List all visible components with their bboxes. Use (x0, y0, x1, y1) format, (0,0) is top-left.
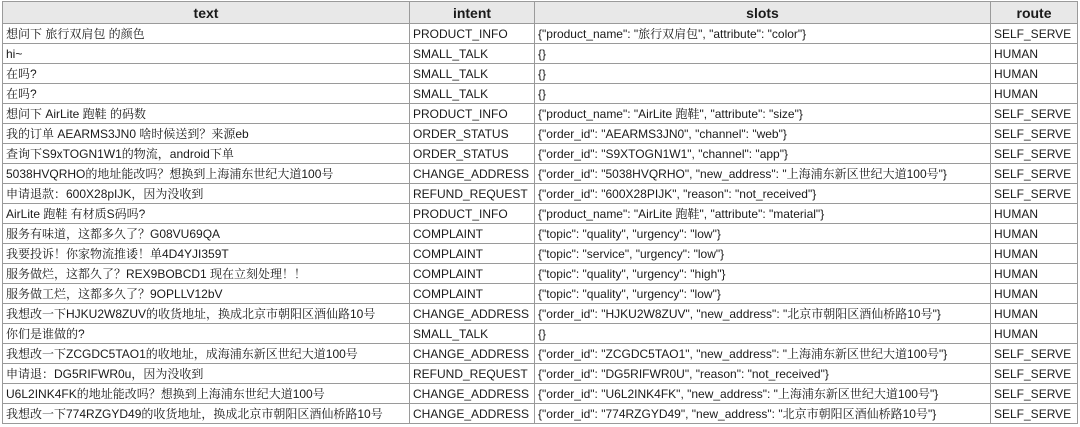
slots-cell: {"topic": "service", "urgency": "low"} (535, 244, 991, 264)
slots-cell: {"topic": "quality", "urgency": "low"} (535, 284, 991, 304)
text-cell: 我想改一下HJKU2W8ZUV的收货地址，换成北京市朝阳区酒仙路10号 (3, 304, 410, 324)
route-cell: HUMAN (991, 244, 1078, 264)
text-cell: U6L2INK4FK的地址能改吗？想换到上海浦东世纪大道100号 (3, 384, 410, 404)
route-cell: SELF_SERVE (991, 144, 1078, 164)
intent-cell: COMPLAINT (410, 224, 535, 244)
route-cell: HUMAN (991, 84, 1078, 104)
route-cell: HUMAN (991, 64, 1078, 84)
route-cell: SELF_SERVE (991, 344, 1078, 364)
intent-cell: SMALL_TALK (410, 64, 535, 84)
table-row (3, 144, 1078, 164)
table-row (3, 64, 1078, 84)
table-row (3, 404, 1078, 424)
slots-cell: {"order_id": "5038HVQRHO", "new_address": "上海浦东新区世纪大道100号"} (535, 164, 991, 184)
text-cell: 我要投诉！你家物流推诿！单4D4YJI359T (3, 244, 410, 264)
intent-cell: REFUND_REQUEST (410, 184, 535, 204)
text-cell: 想问下 AirLite 跑鞋 的码数 (3, 104, 410, 124)
intent-cell: SMALL_TALK (410, 324, 535, 344)
text-cell: 我想改一下ZCGDC5TAO1的收地址，成海浦东新区世纪大道100号 (3, 344, 410, 364)
slots-cell: {"product_name": "AirLite 跑鞋", "attribute": "size"} (535, 104, 991, 124)
intent-cell: REFUND_REQUEST (410, 364, 535, 384)
slots-cell: {"topic": "quality", "urgency": "low"} (535, 224, 991, 244)
table-row (3, 204, 1078, 224)
text-cell: 5038HVQRHO的地址能改吗？想换到上海浦东世纪大道100号 (3, 164, 410, 184)
route-cell: HUMAN (991, 284, 1078, 304)
table-row (3, 164, 1078, 184)
header-row (3, 2, 1078, 24)
slots-cell: {"product_name": "AirLite 跑鞋", "attribute": "material"} (535, 204, 991, 224)
table-row (3, 304, 1078, 324)
table-header (3, 2, 1078, 24)
table-row (3, 264, 1078, 284)
table-row (3, 324, 1078, 344)
route-cell: SELF_SERVE (991, 104, 1078, 124)
text-cell: hi~ (3, 44, 410, 64)
table-row (3, 364, 1078, 384)
intent-cell: CHANGE_ADDRESS (410, 384, 535, 404)
intent-cell: COMPLAINT (410, 244, 535, 264)
slots-cell: {} (535, 324, 991, 344)
intent-cell: PRODUCT_INFO (410, 104, 535, 124)
column-header-route: route (991, 2, 1078, 24)
slots-cell: {"order_id": "U6L2INK4FK", "new_address": "上海浦东新区世纪大道100号"} (535, 384, 991, 404)
table-row (3, 344, 1078, 364)
route-cell: SELF_SERVE (991, 384, 1078, 404)
table-row (3, 104, 1078, 124)
intent-cell: CHANGE_ADDRESS (410, 404, 535, 424)
intent-cell: CHANGE_ADDRESS (410, 344, 535, 364)
slots-cell: {"order_id": "DG5RIFWR0U", "reason": "not_received"} (535, 364, 991, 384)
intent-cell: SMALL_TALK (410, 44, 535, 64)
text-cell: 申请退：DG5RIFWR0u，因为没收到 (3, 364, 410, 384)
route-cell: SELF_SERVE (991, 184, 1078, 204)
route-cell: HUMAN (991, 44, 1078, 64)
table-body (3, 24, 1078, 424)
intent-cell: CHANGE_ADDRESS (410, 304, 535, 324)
slots-cell: {"order_id": "774RZGYD49", "new_address": "北京市朝阳区酒仙桥路10号"} (535, 404, 991, 424)
table-row (3, 84, 1078, 104)
route-cell: HUMAN (991, 304, 1078, 324)
intent-cell: ORDER_STATUS (410, 144, 535, 164)
text-cell: 我想改一下774RZGYD49的收货地址，换成北京市朝阳区酒仙桥路10号 (3, 404, 410, 424)
intent-cell: ORDER_STATUS (410, 124, 535, 144)
text-cell: 服务做工烂，这都多久了？9OPLLV12bV (3, 284, 410, 304)
route-cell: HUMAN (991, 324, 1078, 344)
slots-cell: {"product_name": "旅行双肩包", "attribute": "color"} (535, 24, 991, 44)
route-cell: SELF_SERVE (991, 404, 1078, 424)
route-cell: HUMAN (991, 204, 1078, 224)
table-row (3, 44, 1078, 64)
column-header-intent: intent (410, 2, 535, 24)
text-cell: 想问下 旅行双肩包 的颜色 (3, 24, 410, 44)
slots-cell: {"topic": "quality", "urgency": "high"} (535, 264, 991, 284)
column-header-slots: slots (535, 2, 991, 24)
table-row (3, 184, 1078, 204)
column-header-text: text (3, 2, 410, 24)
text-cell: 在吗? (3, 64, 410, 84)
text-cell: 申请退款：600X28pIJK，因为没收到 (3, 184, 410, 204)
slots-cell: {"order_id": "AEARMS3JN0", "channel": "web"} (535, 124, 991, 144)
text-cell: AirLite 跑鞋 有材质S码吗? (3, 204, 410, 224)
intent-cell: PRODUCT_INFO (410, 24, 535, 44)
route-cell: SELF_SERVE (991, 364, 1078, 384)
table-row (3, 224, 1078, 244)
route-cell: HUMAN (991, 264, 1078, 284)
slots-cell: {"order_id": "HJKU2W8ZUV", "new_address": "北京市朝阳区酒仙桥路10号"} (535, 304, 991, 324)
text-cell: 在吗? (3, 84, 410, 104)
slots-cell: {} (535, 84, 991, 104)
route-cell: SELF_SERVE (991, 164, 1078, 184)
table-row (3, 124, 1078, 144)
slots-cell: {"order_id": "600X28PIJK", "reason": "not_received"} (535, 184, 991, 204)
slots-cell: {} (535, 44, 991, 64)
route-cell: SELF_SERVE (991, 24, 1078, 44)
intent-cell: COMPLAINT (410, 264, 535, 284)
slots-cell: {} (535, 64, 991, 84)
intent-cell: PRODUCT_INFO (410, 204, 535, 224)
slots-cell: {"order_id": "S9XTOGN1W1", "channel": "app"} (535, 144, 991, 164)
text-cell: 我的订单 AEARMS3JN0 啥时候送到？来源eb (3, 124, 410, 144)
slots-cell: {"order_id": "ZCGDC5TAO1", "new_address": "上海浦东新区世纪大道100号"} (535, 344, 991, 364)
intent-cell: COMPLAINT (410, 284, 535, 304)
text-cell: 查询下S9xTOGN1W1的物流，android下单 (3, 144, 410, 164)
intent-cell: CHANGE_ADDRESS (410, 164, 535, 184)
data-table (2, 1, 1078, 424)
text-cell: 服务有味道，这都多久了？G08VU69QA (3, 224, 410, 244)
text-cell: 你们是谁做的? (3, 324, 410, 344)
text-cell: 服务做烂，这都久了？REX9BOBCD1 现在立刻处理！！ (3, 264, 410, 284)
route-cell: HUMAN (991, 224, 1078, 244)
table-row (3, 284, 1078, 304)
table-row (3, 384, 1078, 404)
route-cell: SELF_SERVE (991, 124, 1078, 144)
table-row (3, 244, 1078, 264)
intent-cell: SMALL_TALK (410, 84, 535, 104)
table-row (3, 24, 1078, 44)
